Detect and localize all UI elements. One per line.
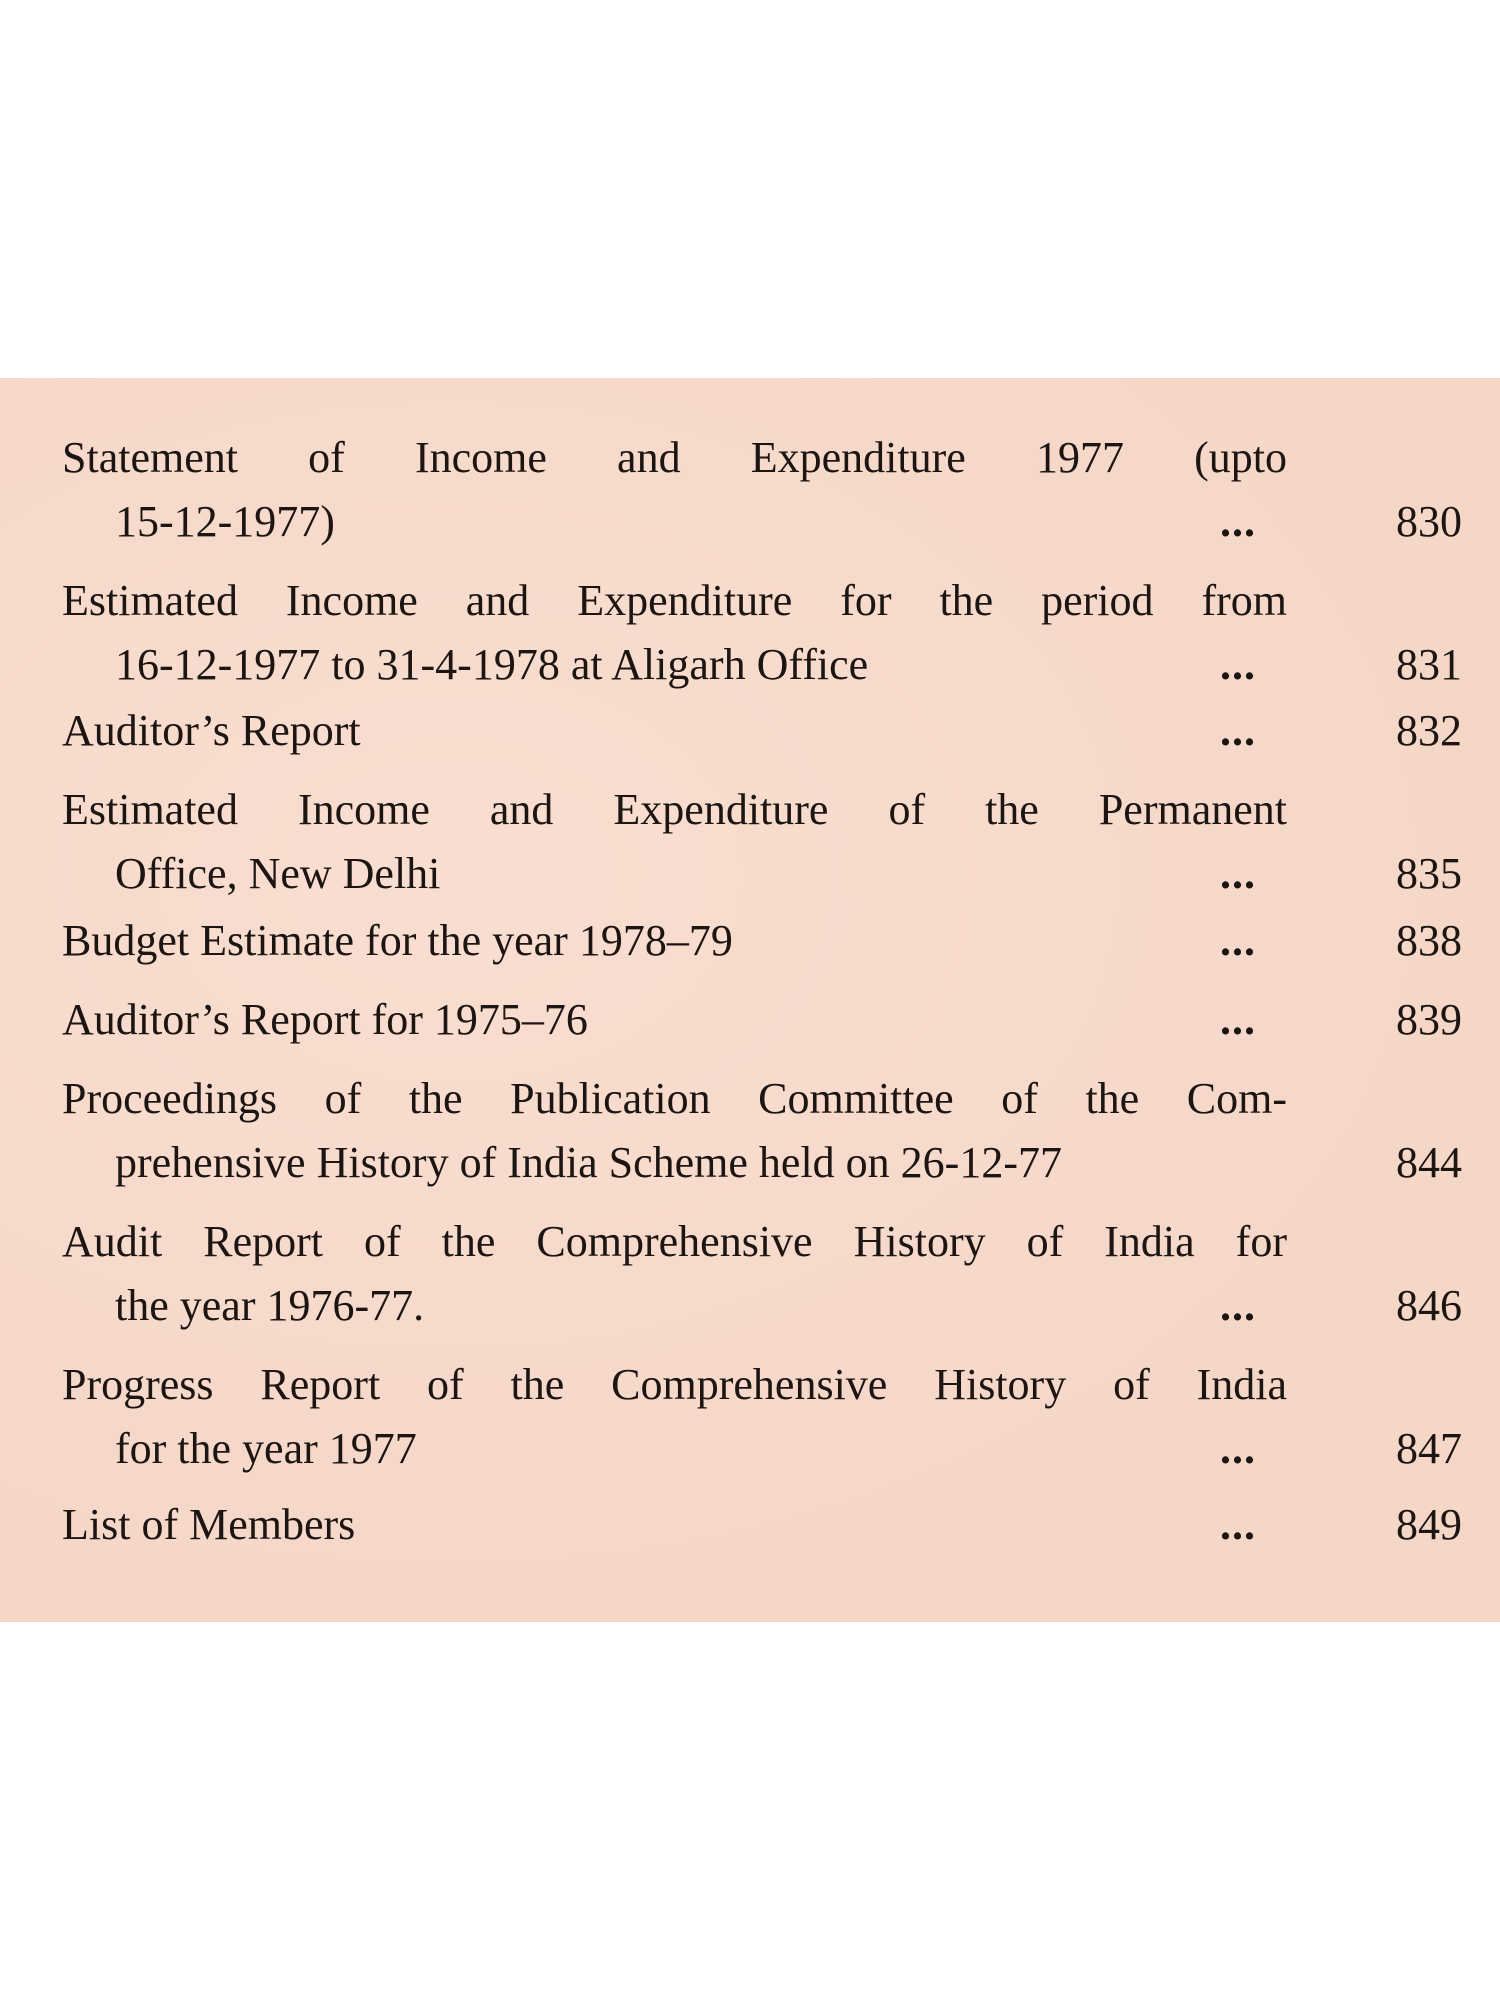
entry-title-line-2: the year 1976-77.: [115, 1281, 425, 1330]
entry-title-line-1: Statement of Income and Expenditure 1977 (upto: [62, 433, 1287, 482]
entry-title-line-1: Progress Report of the Comprehensive History of India: [62, 1360, 1287, 1409]
scanned-page: [0, 378, 1500, 1622]
entry-title-line-1: Estimated Income and Expenditure for the period from: [62, 576, 1287, 625]
toc-entry-auditors-report: [62, 699, 1462, 763]
dot-leader: ...: [1220, 1500, 1256, 1549]
entry-title-line-1: Audit Report of the Comprehensive History of India for: [62, 1217, 1287, 1266]
toc-entry-estimated-income-aligarh-office: [62, 569, 1462, 697]
toc-entry-list-of-members: [62, 1493, 1462, 1557]
dot-leader: ...: [1220, 706, 1256, 755]
entry-title-line-1: List of Members: [62, 1500, 356, 1549]
dot-leader: ...: [1220, 995, 1256, 1044]
page-number: 847: [1396, 1424, 1462, 1473]
toc-entry-publication-committee-proceedings: [62, 1067, 1462, 1195]
toc-entry-budget-estimate-1978-79: [62, 909, 1462, 973]
entry-title-line-1: Proceedings of the Publication Committee of the Com-: [62, 1074, 1287, 1123]
table-of-contents: [62, 426, 1462, 1557]
page-number: 846: [1396, 1281, 1462, 1330]
entry-title-line-2: 15-12-1977): [115, 497, 335, 546]
page-number: 838: [1396, 916, 1462, 965]
page-number: 830: [1396, 497, 1462, 546]
dot-leader: ...: [1220, 849, 1256, 898]
toc-entry-auditors-report-1975-76: [62, 988, 1462, 1052]
page-number: 844: [1396, 1138, 1462, 1187]
toc-entry-estimated-income-permanent-office: [62, 778, 1462, 906]
page-number: 831: [1396, 640, 1462, 689]
dot-leader: ...: [1220, 916, 1256, 965]
entry-title-line-2: Office, New Delhi: [115, 849, 441, 898]
page-number: 839: [1396, 995, 1462, 1044]
page-number: 832: [1396, 706, 1462, 755]
entry-title-line-1: Auditor’s Report: [62, 706, 361, 755]
toc-entry-progress-report-1977: [62, 1353, 1462, 1481]
page-number: 835: [1396, 849, 1462, 898]
entry-title-line-1: Auditor’s Report for 1975–76: [62, 995, 588, 1044]
toc-entry-audit-report-1976-77: [62, 1210, 1462, 1338]
dot-leader: ...: [1220, 1281, 1256, 1330]
toc-entry-statement-income-expenditure-1977: [62, 426, 1462, 554]
dot-leader: ...: [1220, 640, 1256, 689]
entry-title-line-2: for the year 1977: [115, 1424, 417, 1473]
dot-leader: ...: [1220, 497, 1256, 546]
entry-title-line-1: Budget Estimate for the year 1978–79: [62, 916, 733, 965]
page-number: 849: [1396, 1500, 1462, 1549]
dot-leader: ...: [1220, 1424, 1256, 1473]
entry-title-line-2: prehensive History of India Scheme held on 26-12-77: [115, 1138, 1062, 1187]
entry-title-line-2: 16-12-1977 to 31-4-1978 at Aligarh Office: [115, 640, 869, 689]
entry-title-line-1: Estimated Income and Expenditure of the Permanent: [62, 785, 1287, 834]
